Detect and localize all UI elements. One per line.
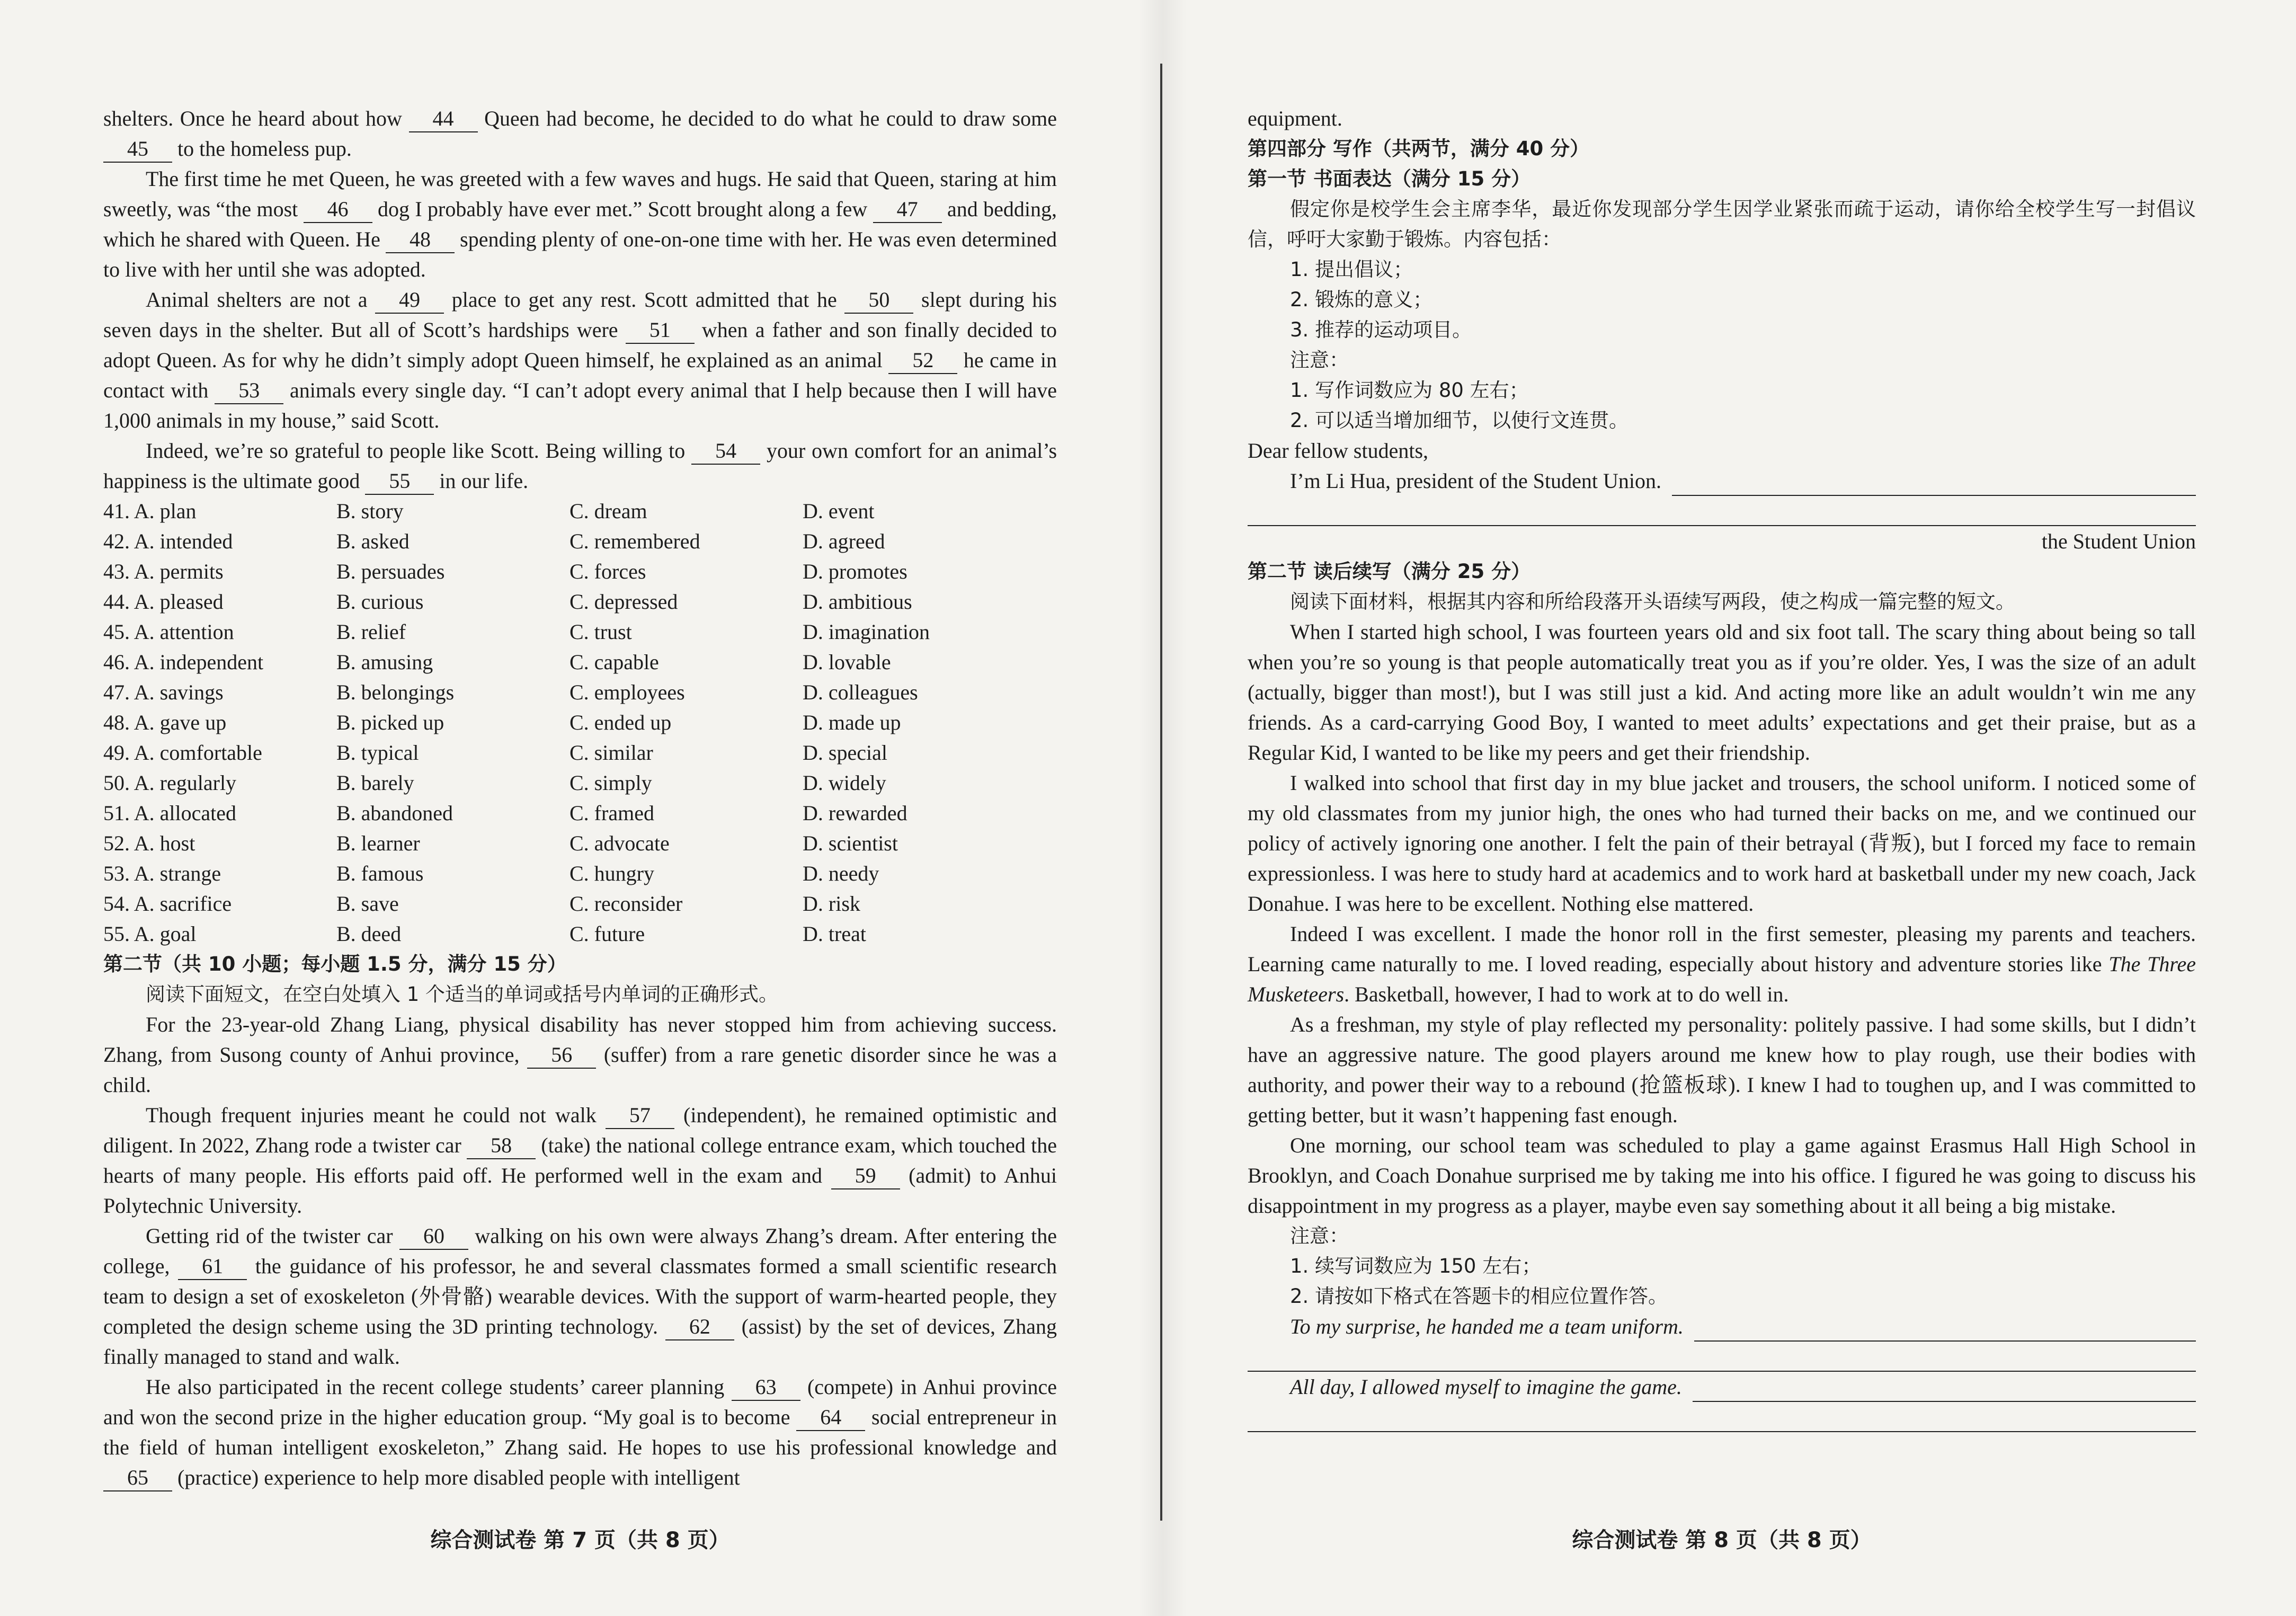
option-c[interactable]: C. reconsider	[569, 892, 683, 916]
grammar-paragraph-1	[103, 1009, 1057, 1100]
option-a[interactable]: 52. A. host	[103, 831, 195, 855]
text-segment: place to get any rest. Scott admitted that he	[444, 288, 845, 312]
story-paragraph-2: I walked into school that first day in my blue jacket and trousers, the school uniform. I noticed some of my old classmates from my junior high, the ones who had turned their backs on me, and we continued our policy of actively ignoring one another. I felt the pain of their betrayal (背叛), but I forced my face to remain expressionless. I was here to study hard at academics and to work hard at basketball under my new coach, Jack Donahue. I was here to be excellent. Nothing else mattered.	[1248, 771, 2196, 916]
blank-52[interactable]: 52	[888, 348, 957, 374]
note-label: 注意：	[1290, 349, 1349, 371]
section-2-heading: 第二节（共 10 小题；每小题 1.5 分，满分 15 分）	[103, 953, 567, 975]
option-d[interactable]: D. imagination	[803, 620, 930, 644]
option-c[interactable]: C. depressed	[569, 590, 678, 614]
text-segment: and bedding, which he shared with Queen. He	[103, 197, 1057, 251]
option-row	[103, 738, 1057, 768]
option-row	[103, 919, 1057, 949]
note-2: 2. 可以适当增加细节，以使行文连贯。	[1290, 409, 1629, 432]
option-row	[103, 768, 1057, 798]
option-a[interactable]: 51. A. allocated	[103, 801, 237, 825]
letter-opening-line	[1248, 466, 2196, 496]
text-segment: Indeed I was excellent. I made the honor roll in the first semester, pleasing my parents and teachers. Learning came naturally to me. I loved reading, especially about history and adventure stories like	[1248, 922, 2196, 976]
letter-salutation: Dear fellow students,	[1248, 439, 1429, 463]
text-segment: shelters. Once he heard about how	[103, 106, 409, 130]
blank-65[interactable]: 65	[103, 1465, 172, 1491]
text-segment: the guidance of his professor, he and several classmates formed a small scientific research team to design a set of exoskeleton (外骨骼) wearable devices. With the support of warm-hearted people, they completed the design scheme using the 3D printing technology.	[103, 1254, 1057, 1338]
answer-line	[1693, 1379, 2196, 1402]
blank-48[interactable]: 48	[386, 227, 455, 253]
text-segment: (suffer) from a rare genetic disorder since he was a child.	[103, 1043, 1057, 1097]
option-c[interactable]: C. trust	[569, 620, 632, 644]
letter-signoff: the Student Union	[2041, 529, 2196, 553]
carryover-text: equipment.	[1248, 106, 1342, 130]
text-segment: your own comfort for an animal’s happiness is the ultimate good	[103, 439, 1057, 493]
writing-task: 假定你是校学生会主席李华，最近你发现部分学生因学业紧张而疏于运动，请你给全校学生写一封倡议信，呼吁大家勤于锻炼。内容包括：	[1248, 198, 2196, 251]
blank-47[interactable]: 47	[873, 197, 942, 223]
option-row	[103, 556, 1057, 587]
text-segment: (independent), he remained optimistic and diligent. In 2022, Zhang rode a twister car	[103, 1103, 1057, 1157]
option-b[interactable]: B. picked up	[336, 711, 444, 734]
answer-line	[1248, 1342, 2196, 1372]
continuation-note-2: 2. 请按如下格式在答题卡的相应位置作答。	[1290, 1285, 1668, 1308]
task-item-2: 2. 锻炼的意义；	[1290, 288, 1433, 311]
option-b[interactable]: B. asked	[336, 529, 410, 553]
blank-63[interactable]: 63	[732, 1374, 800, 1401]
text-segment: Though frequent injuries meant he could not walk	[146, 1103, 606, 1127]
page-divider	[1160, 64, 1162, 1521]
blank-64[interactable]: 64	[796, 1405, 865, 1431]
option-b[interactable]: B. curious	[336, 590, 424, 614]
option-d[interactable]: D. made up	[803, 711, 901, 734]
option-row	[103, 617, 1057, 647]
blank-51[interactable]: 51	[626, 317, 695, 344]
blank-60[interactable]: 60	[399, 1223, 468, 1250]
blank-45[interactable]: 45	[103, 136, 172, 163]
option-a[interactable]: 41. A. plan	[103, 499, 197, 523]
option-c[interactable]: C. hungry	[569, 862, 654, 885]
continuation-prompt-1: To my surprise, he handed me a team uniform.	[1290, 1315, 1684, 1338]
option-c[interactable]: C. capable	[569, 650, 659, 674]
page-8-footer: 综合测试卷 第 8 页（共 8 页）	[1572, 1528, 1872, 1552]
text-segment: dog I probably have ever met.” Scott brought along a few	[372, 197, 873, 221]
answer-line	[1694, 1318, 2196, 1342]
cloze-paragraph-2	[103, 164, 1057, 285]
option-a[interactable]: 55. A. goal	[103, 922, 197, 946]
option-c[interactable]: C. forces	[569, 560, 646, 583]
text-segment: (take) the national college entrance exam, which touched the hearts of many people. His efforts paid off. He performed well in the exam and	[103, 1133, 1057, 1187]
option-row	[103, 798, 1057, 828]
option-c[interactable]: C. ended up	[569, 711, 672, 734]
option-d[interactable]: D. colleagues	[803, 680, 918, 704]
option-row	[103, 526, 1057, 556]
option-a[interactable]: 42. A. intended	[103, 529, 233, 553]
prompt-line-1	[1248, 1311, 2196, 1342]
text-segment: walking on his own were always Zhang’s dream. After entering the college,	[103, 1224, 1057, 1278]
answer-line	[1672, 473, 2196, 496]
blank-62[interactable]: 62	[665, 1314, 734, 1340]
letter-opening: I’m Li Hua, president of the Student Union.	[1290, 469, 1661, 493]
cloze-options	[103, 496, 1057, 949]
blank-49[interactable]: 49	[375, 287, 444, 314]
text-segment: to the homeless pup.	[172, 137, 352, 161]
task-item-3: 3. 推荐的运动项目。	[1290, 318, 1472, 341]
option-a[interactable]: 54. A. sacrifice	[103, 892, 232, 916]
cloze-paragraph-3	[103, 285, 1057, 436]
page-7-footer: 综合测试卷 第 7 页（共 8 页）	[430, 1528, 730, 1552]
option-c[interactable]: C. similar	[569, 741, 653, 765]
option-b[interactable]: B. learner	[336, 831, 420, 855]
part-4-heading: 第四部分 写作（共两节，满分 40 分）	[1248, 137, 1590, 160]
blank-53[interactable]: 53	[215, 378, 283, 404]
continuation-instruction: 阅读下面材料，根据其内容和所给段落开头语续写两段，使之构成一篇完整的短文。	[1290, 590, 2015, 613]
text-segment: (assist) by the set of devices, Zhang finally managed to stand and walk.	[103, 1315, 1057, 1369]
note-1: 1. 写作词数应为 80 左右；	[1290, 379, 1529, 402]
page-8	[1248, 103, 2196, 1432]
option-c[interactable]: C. framed	[569, 801, 654, 825]
option-a[interactable]: 46. A. independent	[103, 650, 264, 674]
option-b[interactable]: B. typical	[336, 741, 419, 765]
option-row	[103, 587, 1057, 617]
story-paragraph-3	[1248, 919, 2196, 1009]
option-a[interactable]: 44. A. pleased	[103, 590, 224, 614]
option-d[interactable]: D. scientist	[803, 831, 898, 855]
option-c[interactable]: C. simply	[569, 771, 652, 795]
text-segment: . Basketball, however, I had to work at to do well in.	[1344, 982, 1789, 1006]
prompt-line-2	[1248, 1372, 2196, 1402]
text-segment: (practice) experience to help more disabled people with intelligent	[172, 1466, 740, 1489]
text-segment: animals every single day. “I can’t adopt every animal that I help because then I will have 1,000 animals in my house,” said Scott.	[103, 378, 1057, 432]
page-fold-shadow	[1139, 0, 1187, 1616]
option-b[interactable]: B. famous	[336, 862, 424, 885]
option-a[interactable]: 43. A. permits	[103, 560, 224, 583]
text-segment: Getting rid of the twister car	[146, 1224, 399, 1248]
option-d[interactable]: D. event	[803, 499, 875, 523]
note-label-2: 注意：	[1290, 1224, 1349, 1247]
option-a[interactable]: 50. A. regularly	[103, 771, 237, 795]
text-segment: social entrepreneur in the field of human intelligent exoskeleton,” Zhang said. He hopes to use his professional knowledge and	[103, 1405, 1057, 1459]
option-b[interactable]: B. amusing	[336, 650, 433, 674]
text-segment: he came in contact with	[103, 348, 1057, 402]
text-segment: He also participated in the recent college students’ career planning	[146, 1375, 732, 1399]
answer-line	[1248, 1402, 2196, 1432]
option-d[interactable]: D. agreed	[803, 529, 885, 553]
option-d[interactable]: D. rewarded	[803, 801, 907, 825]
option-b[interactable]: B. deed	[336, 922, 402, 946]
continuation-note-1: 1. 续写词数应为 150 左右；	[1290, 1255, 1542, 1277]
option-c[interactable]: C. dream	[569, 499, 647, 523]
option-c[interactable]: C. future	[569, 922, 645, 946]
option-a[interactable]: 48. A. gave up	[103, 711, 227, 734]
grammar-paragraph-4	[103, 1372, 1057, 1493]
option-a[interactable]: 53. A. strange	[103, 862, 221, 885]
text-segment: spending plenty of one-on-one time with her. He was even determined to live with her until she was adopted.	[103, 227, 1057, 281]
blank-46[interactable]: 46	[304, 197, 372, 223]
blank-59[interactable]: 59	[831, 1163, 900, 1189]
cloze-paragraph-1	[103, 103, 1057, 164]
book-title: The Three Musketeers	[1248, 952, 2196, 1006]
blank-50[interactable]: 50	[844, 287, 913, 314]
story-paragraph-5: One morning, our school team was scheduled to play a game against Erasmus Hall High School in Brooklyn, and Coach Donahue surprised me by taking me into his office. I figured he was going to discuss his disappointment in my progress as a player, maybe even say something about it all being a big mistake.	[1248, 1133, 2196, 1218]
option-d[interactable]: D. ambitious	[803, 590, 912, 614]
option-b[interactable]: B. story	[336, 499, 404, 523]
blank-56[interactable]: 56	[527, 1042, 596, 1069]
grammar-paragraph-2	[103, 1100, 1057, 1221]
blank-61[interactable]: 61	[178, 1254, 247, 1280]
option-row	[103, 647, 1057, 677]
text-segment: Queen had become, he decided to do what he could to draw some	[477, 106, 1057, 130]
option-c[interactable]: C. advocate	[569, 831, 670, 855]
option-d[interactable]: D. needy	[803, 862, 879, 885]
text-segment: For the 23-year-old Zhang Liang, physical disability has never stopped him from achieving success. Zhang, from Susong county of Anhui province,	[103, 1013, 1057, 1067]
writing-section-2-heading: 第二节 读后续写（满分 25 分）	[1248, 560, 1531, 583]
text-segment: Indeed, we’re so grateful to people like Scott. Being willing to	[146, 439, 692, 463]
writing-section-1-heading: 第一节 书面表达（满分 15 分）	[1248, 167, 1531, 190]
section-2-instruction: 阅读下面短文，在空白处填入 1 个适当的单词或括号内单词的正确形式。	[146, 983, 779, 1006]
option-b[interactable]: B. abandoned	[336, 801, 453, 825]
option-c[interactable]: C. remembered	[569, 529, 700, 553]
option-row	[103, 707, 1057, 738]
option-row	[103, 677, 1057, 707]
option-b[interactable]: B. relief	[336, 620, 406, 644]
option-b[interactable]: B. persuades	[336, 560, 445, 583]
text-segment: Animal shelters are not a	[146, 288, 376, 312]
text-segment: slept during his seven days in the shelter. But all of Scott’s hardships were	[103, 288, 1057, 342]
text-segment: The first time he met Queen, he was greeted with a few waves and hugs. He said that Queen, staring at him sweetly, was “the most	[103, 167, 1057, 221]
option-d[interactable]: D. promotes	[803, 560, 907, 583]
text-segment: (compete) in Anhui province and won the second prize in the higher education group. “My goal is to become	[103, 1375, 1057, 1429]
option-d[interactable]: D. risk	[803, 892, 860, 916]
text-segment: (admit) to Anhui Polytechnic University.	[103, 1164, 1057, 1218]
blank-54[interactable]: 54	[691, 438, 760, 465]
text-segment: when a father and son finally decided to adopt Queen. As for why he didn’t simply adopt Queen himself, he explained as an animal	[103, 318, 1057, 372]
option-row	[103, 889, 1057, 919]
task-item-1: 1. 提出倡议；	[1290, 258, 1413, 281]
blank-58[interactable]: 58	[467, 1133, 536, 1159]
page-7	[103, 103, 1057, 1493]
cloze-paragraph-4	[103, 436, 1057, 496]
option-row	[103, 496, 1057, 526]
option-d[interactable]: D. special	[803, 741, 887, 765]
option-d[interactable]: D. lovable	[803, 650, 891, 674]
option-d[interactable]: D. widely	[803, 771, 886, 795]
option-c[interactable]: C. employees	[569, 680, 685, 704]
story-paragraph-4: As a freshman, my style of play reflected my personality: politely passive. I had some skills, but I didn’t have an aggressive nature. The good players around me knew how to play rough, use their bodies with authority, and power their way to a rebound (抢篮板球). I knew I had to toughen up, and I was committed to getting better, but it wasn’t happening fast enough.	[1248, 1013, 2196, 1127]
answer-line	[1248, 496, 2196, 526]
blank-57[interactable]: 57	[606, 1103, 674, 1129]
option-d[interactable]: D. treat	[803, 922, 866, 946]
option-row	[103, 858, 1057, 889]
continuation-prompt-2: All day, I allowed myself to imagine the game.	[1290, 1375, 1682, 1399]
option-a[interactable]: 49. A. comfortable	[103, 741, 262, 765]
option-a[interactable]: 47. A. savings	[103, 680, 224, 704]
option-b[interactable]: B. save	[336, 892, 399, 916]
grammar-paragraph-3	[103, 1221, 1057, 1372]
blank-44[interactable]: 44	[409, 106, 478, 132]
text-segment: in our life.	[434, 469, 529, 493]
blank-55[interactable]: 55	[365, 468, 434, 495]
option-a[interactable]: 45. A. attention	[103, 620, 234, 644]
option-b[interactable]: B. belongings	[336, 680, 455, 704]
story-paragraph-1: When I started high school, I was fourteen years old and six foot tall. The scary thing about being so tall when you’re so young is that people automatically treat you as if you’re older. Yes, I was the size of an adult (actually, bigger than most!), but I was still just a kid. And acting more like an adult wouldn’t win me any friends. As a card-carrying Good Boy, I wanted to meet adults’ expectations and get their praise, but as a Regular Kid, I wanted to be like my peers and get their friendship.	[1248, 620, 2196, 765]
option-b[interactable]: B. barely	[336, 771, 414, 795]
option-row	[103, 828, 1057, 858]
